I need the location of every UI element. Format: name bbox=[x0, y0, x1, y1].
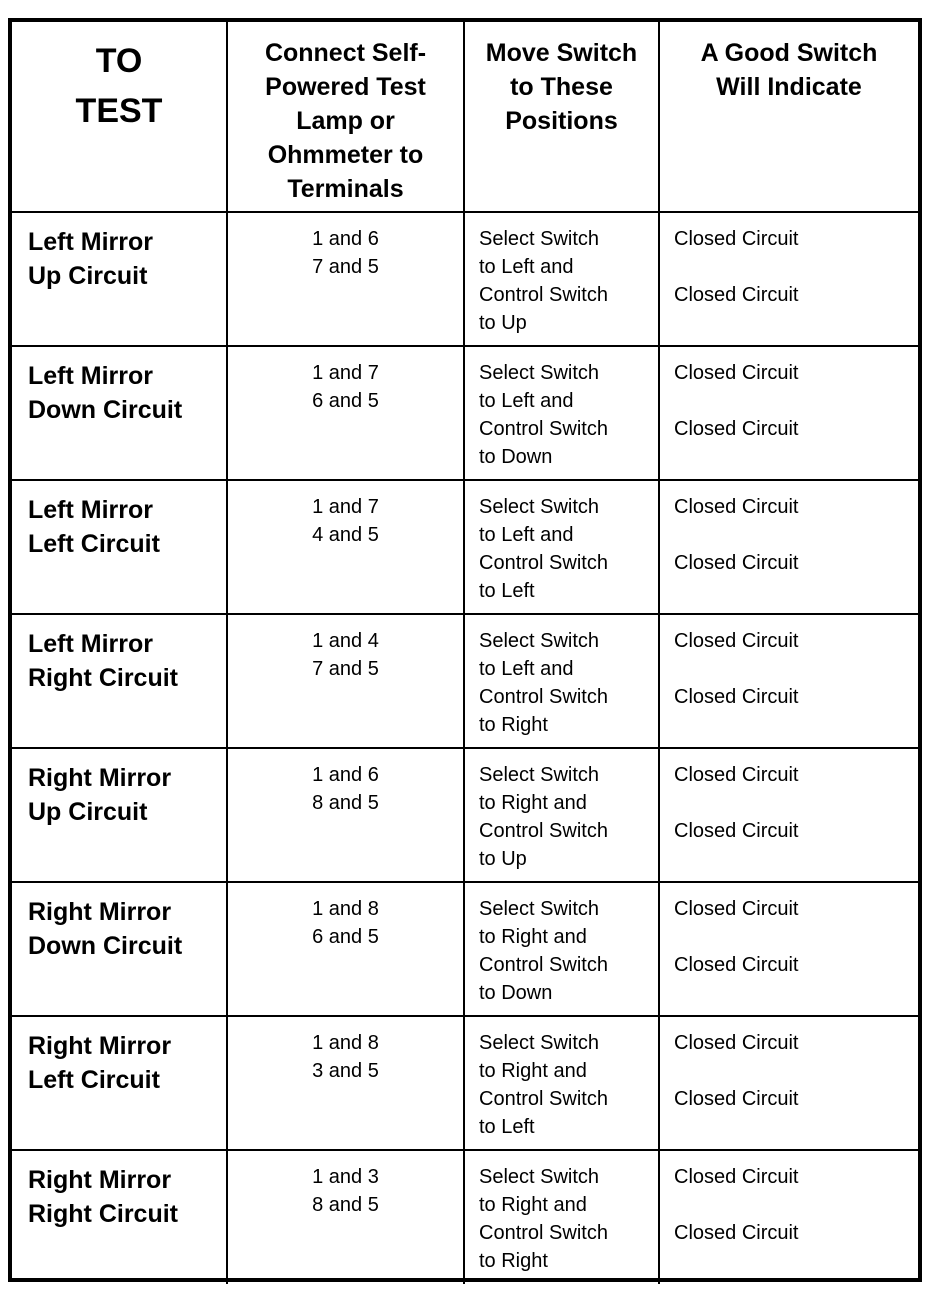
terminals-cell bbox=[227, 480, 464, 614]
header-positions bbox=[464, 22, 659, 212]
positions-line: to Left and bbox=[479, 524, 574, 546]
switch-test-table bbox=[12, 22, 918, 1284]
header-to-test bbox=[12, 22, 227, 212]
positions-line: Select Switch bbox=[479, 496, 600, 518]
positions-line: to Down bbox=[479, 982, 553, 1004]
terminals-line: 4 and 5 bbox=[312, 524, 379, 546]
header-line: Connect Self- bbox=[264, 39, 427, 67]
terminals-cell bbox=[227, 212, 464, 346]
positions-line: to Right and bbox=[479, 1060, 587, 1082]
test-name-line: Up Circuit bbox=[28, 798, 148, 826]
positions-line: to Down bbox=[479, 446, 553, 468]
test-name-line: Left Circuit bbox=[28, 1066, 160, 1094]
header-line: A Good Switch bbox=[700, 39, 878, 67]
test-name-cell bbox=[12, 1150, 227, 1284]
test-name-line: Left Mirror bbox=[28, 228, 153, 256]
positions-line: to Right and bbox=[479, 792, 587, 814]
positions-line: Control Switch bbox=[479, 820, 608, 842]
indicate-cell bbox=[659, 212, 918, 346]
positions-line: Control Switch bbox=[479, 418, 608, 440]
indicate-line: Closed Circuit bbox=[674, 1166, 799, 1188]
terminals-line: 1 and 3 bbox=[312, 1166, 379, 1188]
positions-line: Control Switch bbox=[479, 1222, 608, 1244]
table-row bbox=[12, 480, 918, 614]
test-name-line: Left Circuit bbox=[28, 530, 160, 558]
terminals-line: 1 and 6 bbox=[312, 764, 379, 786]
terminals-line: 1 and 8 bbox=[312, 898, 379, 920]
indicate-line: Closed Circuit bbox=[674, 1088, 799, 1110]
test-name-cell bbox=[12, 480, 227, 614]
positions-cell bbox=[464, 480, 659, 614]
table-row bbox=[12, 748, 918, 882]
table-row bbox=[12, 346, 918, 480]
indicate-line: Closed Circuit bbox=[674, 1222, 799, 1244]
positions-cell bbox=[464, 748, 659, 882]
terminals-line: 6 and 5 bbox=[312, 926, 379, 948]
positions-line: to Right and bbox=[479, 926, 587, 948]
header-line: TO bbox=[95, 42, 143, 80]
positions-line: to Left and bbox=[479, 658, 574, 680]
indicate-line: Closed Circuit bbox=[674, 764, 799, 786]
positions-line: to Right and bbox=[479, 1194, 587, 1216]
positions-cell bbox=[464, 882, 659, 1016]
indicate-line: Closed Circuit bbox=[674, 228, 799, 250]
positions-cell bbox=[464, 346, 659, 480]
test-name-line: Right Mirror bbox=[28, 1032, 172, 1060]
positions-line: to Left bbox=[479, 1116, 535, 1138]
positions-line: Control Switch bbox=[479, 552, 608, 574]
positions-cell bbox=[464, 212, 659, 346]
terminals-line: 7 and 5 bbox=[312, 256, 379, 278]
terminals-cell bbox=[227, 1150, 464, 1284]
positions-cell bbox=[464, 614, 659, 748]
table-body bbox=[12, 212, 918, 1284]
indicate-line: Closed Circuit bbox=[674, 954, 799, 976]
table-row bbox=[12, 1016, 918, 1150]
indicate-cell bbox=[659, 748, 918, 882]
test-name-cell bbox=[12, 212, 227, 346]
terminals-line: 7 and 5 bbox=[312, 658, 379, 680]
positions-line: Control Switch bbox=[479, 284, 608, 306]
indicate-line: Closed Circuit bbox=[674, 820, 799, 842]
positions-line: to Left and bbox=[479, 256, 574, 278]
test-name-line: Right Mirror bbox=[28, 764, 172, 792]
indicate-line: Closed Circuit bbox=[674, 630, 799, 652]
terminals-line: 3 and 5 bbox=[312, 1060, 379, 1082]
positions-line: Control Switch bbox=[479, 1088, 608, 1110]
positions-line: Select Switch bbox=[479, 362, 600, 384]
header-line: Powered Test bbox=[265, 73, 426, 101]
positions-line: Control Switch bbox=[479, 954, 608, 976]
table-header-row bbox=[12, 22, 918, 212]
indicate-line: Closed Circuit bbox=[674, 496, 799, 518]
positions-line: to Left and bbox=[479, 390, 574, 412]
table-row bbox=[12, 882, 918, 1016]
header-line: Lamp or bbox=[296, 107, 395, 135]
indicate-line: Closed Circuit bbox=[674, 284, 799, 306]
indicate-cell bbox=[659, 882, 918, 1016]
test-name-line: Right Circuit bbox=[28, 664, 178, 692]
indicate-line: Closed Circuit bbox=[674, 686, 799, 708]
indicate-cell bbox=[659, 1016, 918, 1150]
positions-line: to Up bbox=[479, 312, 527, 334]
test-name-line: Right Mirror bbox=[28, 1166, 172, 1194]
terminals-cell bbox=[227, 346, 464, 480]
test-name-cell bbox=[12, 882, 227, 1016]
header-line: Ohmmeter to bbox=[267, 141, 424, 169]
terminals-line: 1 and 6 bbox=[312, 228, 379, 250]
header-line: Will Indicate bbox=[716, 73, 862, 101]
positions-line: Select Switch bbox=[479, 630, 600, 652]
terminals-cell bbox=[227, 1016, 464, 1150]
terminals-cell bbox=[227, 748, 464, 882]
test-name-line: Right Mirror bbox=[28, 898, 172, 926]
positions-line: Select Switch bbox=[479, 898, 600, 920]
terminals-line: 1 and 4 bbox=[312, 630, 379, 652]
header-line: Move Switch bbox=[485, 39, 638, 67]
terminals-line: 1 and 7 bbox=[312, 362, 379, 384]
terminals-line: 8 and 5 bbox=[312, 1194, 379, 1216]
header-indicate bbox=[659, 22, 918, 212]
positions-line: Control Switch bbox=[479, 686, 608, 708]
positions-line: to Up bbox=[479, 848, 527, 870]
table-row bbox=[12, 212, 918, 346]
test-name-cell bbox=[12, 1016, 227, 1150]
table-row bbox=[12, 614, 918, 748]
indicate-line: Closed Circuit bbox=[674, 898, 799, 920]
switch-test-table-frame bbox=[8, 18, 922, 1282]
positions-line: to Right bbox=[479, 1250, 548, 1272]
positions-cell bbox=[464, 1016, 659, 1150]
header-line: to These bbox=[510, 73, 613, 101]
positions-line: Select Switch bbox=[479, 228, 600, 250]
terminals-cell bbox=[227, 882, 464, 1016]
test-name-line: Left Mirror bbox=[28, 630, 153, 658]
positions-cell bbox=[464, 1150, 659, 1284]
header-line: TEST bbox=[75, 92, 163, 130]
test-name-line: Right Circuit bbox=[28, 1200, 178, 1228]
test-name-line: Down Circuit bbox=[28, 396, 183, 424]
indicate-cell bbox=[659, 1150, 918, 1284]
indicate-line: Closed Circuit bbox=[674, 418, 799, 440]
test-name-cell bbox=[12, 748, 227, 882]
terminals-line: 6 and 5 bbox=[312, 390, 379, 412]
test-name-line: Up Circuit bbox=[28, 262, 148, 290]
terminals-line: 1 and 7 bbox=[312, 496, 379, 518]
table-row bbox=[12, 1150, 918, 1284]
header-line: Terminals bbox=[287, 175, 404, 203]
test-name-line: Down Circuit bbox=[28, 932, 183, 960]
test-name-line: Left Mirror bbox=[28, 362, 153, 390]
indicate-cell bbox=[659, 346, 918, 480]
indicate-line: Closed Circuit bbox=[674, 362, 799, 384]
indicate-line: Closed Circuit bbox=[674, 552, 799, 574]
positions-line: to Left bbox=[479, 580, 535, 602]
terminals-line: 8 and 5 bbox=[312, 792, 379, 814]
test-name-cell bbox=[12, 346, 227, 480]
indicate-cell bbox=[659, 480, 918, 614]
header-terminals bbox=[227, 22, 464, 212]
indicate-line: Closed Circuit bbox=[674, 1032, 799, 1054]
positions-line: Select Switch bbox=[479, 1032, 600, 1054]
test-name-line: Left Mirror bbox=[28, 496, 153, 524]
test-name-cell bbox=[12, 614, 227, 748]
terminals-cell bbox=[227, 614, 464, 748]
indicate-cell bbox=[659, 614, 918, 748]
positions-line: Select Switch bbox=[479, 764, 600, 786]
terminals-line: 1 and 8 bbox=[312, 1032, 379, 1054]
positions-line: to Right bbox=[479, 714, 548, 736]
positions-line: Select Switch bbox=[479, 1166, 600, 1188]
header-line: Positions bbox=[505, 107, 618, 135]
